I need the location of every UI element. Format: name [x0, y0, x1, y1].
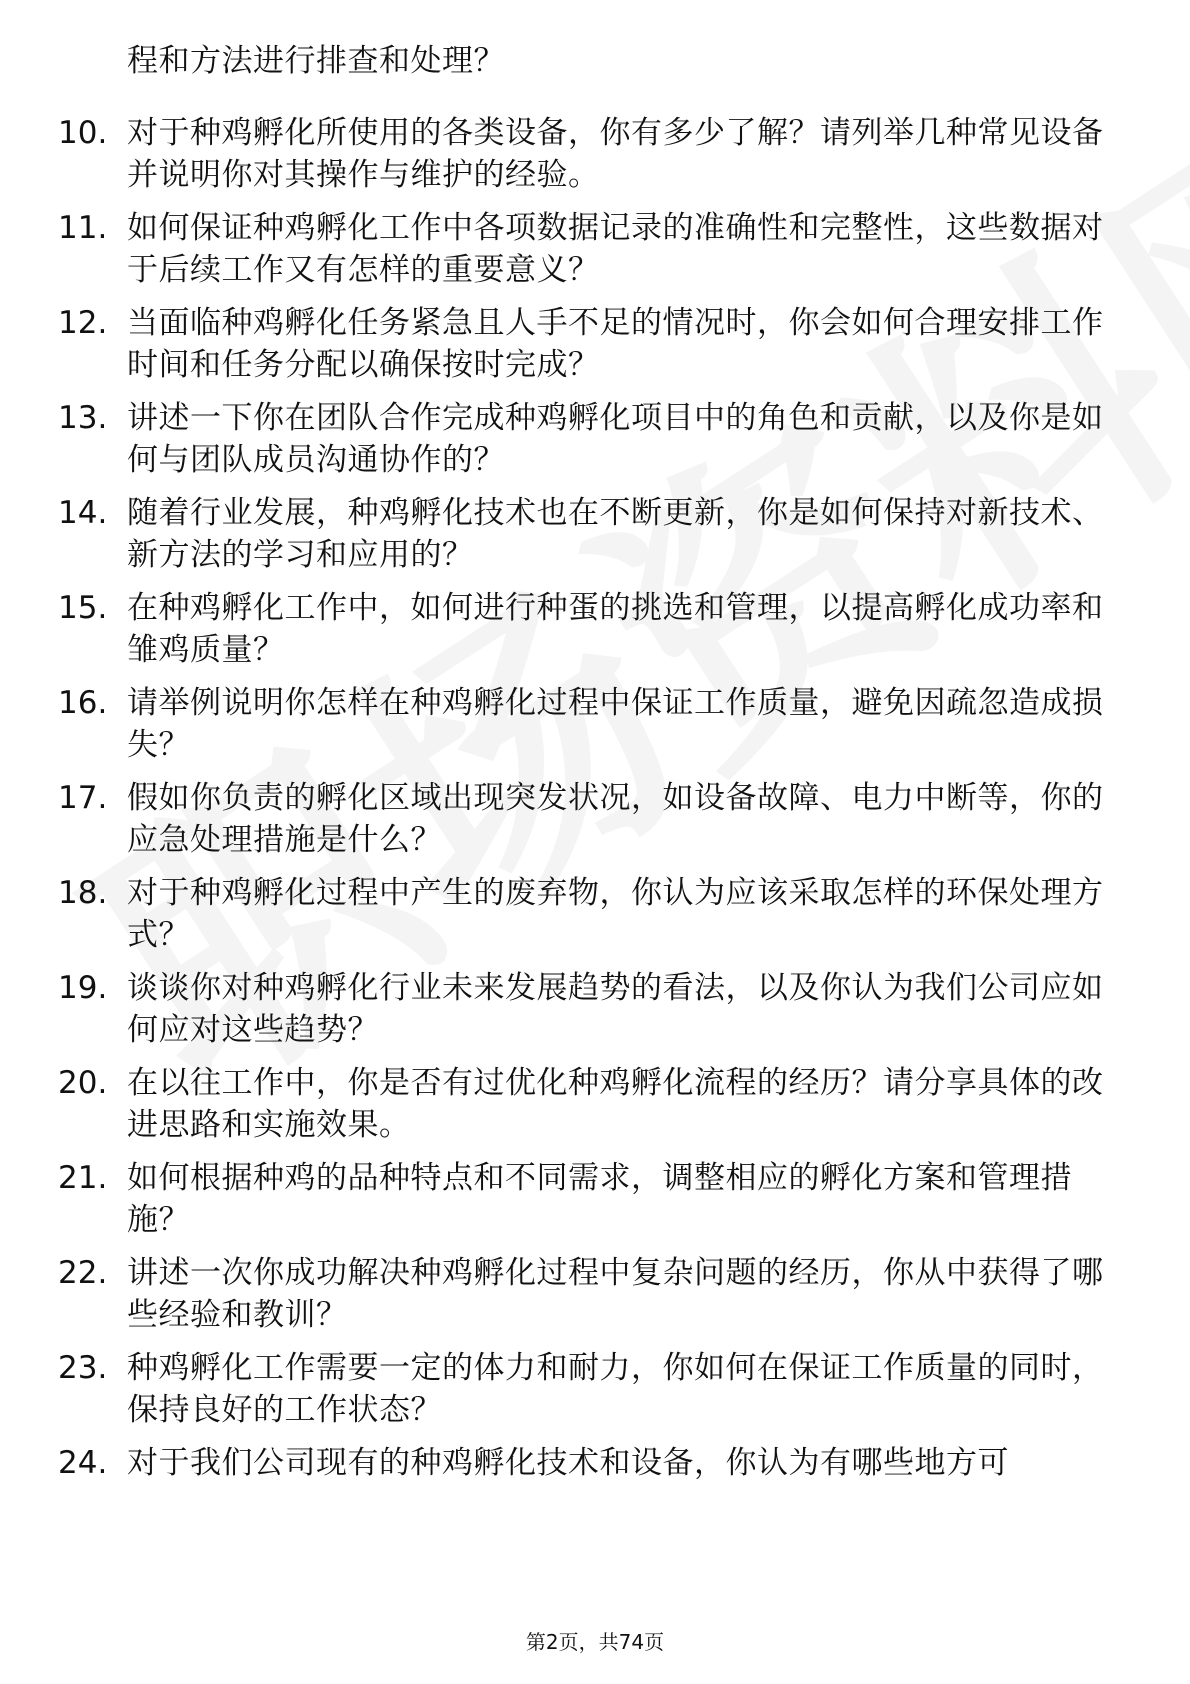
question-number: 23. — [58, 1350, 108, 1386]
question-item — [0, 587, 1190, 677]
question-number: 15. — [58, 590, 108, 626]
question-item — [0, 777, 1190, 867]
question-number: 19. — [58, 970, 108, 1006]
question-item — [0, 967, 1190, 1057]
question-item — [0, 682, 1190, 772]
question-number: 20. — [58, 1065, 108, 1101]
question-item — [0, 872, 1190, 962]
question-item — [0, 1347, 1190, 1437]
question-number: 18. — [58, 875, 108, 911]
question-text: 在以往工作中，你是否有过优化种鸡孵化流程的经历？请分享具体的改进思路和实施效果。 — [127, 1065, 1104, 1143]
question-text: 讲述一次你成功解决种鸡孵化过程中复杂问题的经历，你从中获得了哪些经验和教训？ — [127, 1255, 1104, 1333]
question-number: 16. — [58, 685, 108, 721]
question-item — [0, 207, 1190, 297]
question-item — [0, 1157, 1190, 1247]
question-item — [0, 112, 1190, 202]
question-text: 谈谈你对种鸡孵化行业未来发展趋势的看法，以及你认为我们公司应如何应对这些趋势？ — [127, 970, 1104, 1048]
question-text: 对于种鸡孵化所使用的各类设备，你有多少了解？请列举几种常见设备并说明你对其操作与维护的经验。 — [127, 115, 1104, 193]
question-text: 讲述一下你在团队合作完成种鸡孵化项目中的角色和贡献，以及你是如何与团队成员沟通协作的？ — [127, 400, 1104, 478]
question-number: 10. — [58, 115, 108, 151]
question-item — [0, 397, 1190, 487]
question-text: 在种鸡孵化工作中，如何进行种蛋的挑选和管理，以提高孵化成功率和雏鸡质量？ — [127, 590, 1104, 668]
question-text: 对于我们公司现有的种鸡孵化技术和设备，你认为有哪些地方可 — [127, 1445, 1009, 1481]
question-number: 21. — [58, 1160, 108, 1196]
question-number: 22. — [58, 1255, 108, 1291]
question-item — [0, 1442, 1190, 1532]
question-number: 17. — [58, 780, 108, 816]
question-text: 当面临种鸡孵化任务紧急且人手不足的情况时，你会如何合理安排工作时间和任务分配以确保按时完成？ — [127, 305, 1104, 383]
question-number: 24. — [58, 1445, 108, 1481]
question-text: 随着行业发展，种鸡孵化技术也在不断更新，你是如何保持对新技术、新方法的学习和应用的？ — [127, 495, 1104, 573]
question-text: 请举例说明你怎样在种鸡孵化过程中保证工作质量，避免因疏忽造成损失？ — [127, 685, 1104, 763]
question-number: 14. — [58, 495, 108, 531]
question-text: 种鸡孵化工作需要一定的体力和耐力，你如何在保证工作质量的同时，保持良好的工作状态？ — [127, 1350, 1104, 1428]
continuation-text: 程和方法进行排查和处理？ — [127, 43, 505, 79]
page-number: 第2页，共74页 — [525, 1630, 665, 1654]
question-number: 12. — [58, 305, 108, 341]
question-item — [0, 1062, 1190, 1152]
question-item — [0, 492, 1190, 582]
question-item — [0, 1252, 1190, 1342]
question-text: 如何保证种鸡孵化工作中各项数据记录的准确性和完整性，这些数据对于后续工作又有怎样的重要意义？ — [127, 210, 1104, 288]
question-text: 如何根据种鸡的品种特点和不同需求，调整相应的孵化方案和管理措施？ — [127, 1160, 1072, 1238]
question-text: 对于种鸡孵化过程中产生的废弃物，你认为应该采取怎样的环保处理方式？ — [127, 875, 1104, 953]
question-number: 11. — [58, 210, 108, 246]
question-item — [0, 302, 1190, 392]
question-number: 13. — [58, 400, 108, 436]
question-text: 假如你负责的孵化区域出现突发状况，如设备故障、电力中断等，你的应急处理措施是什么？ — [127, 780, 1104, 858]
